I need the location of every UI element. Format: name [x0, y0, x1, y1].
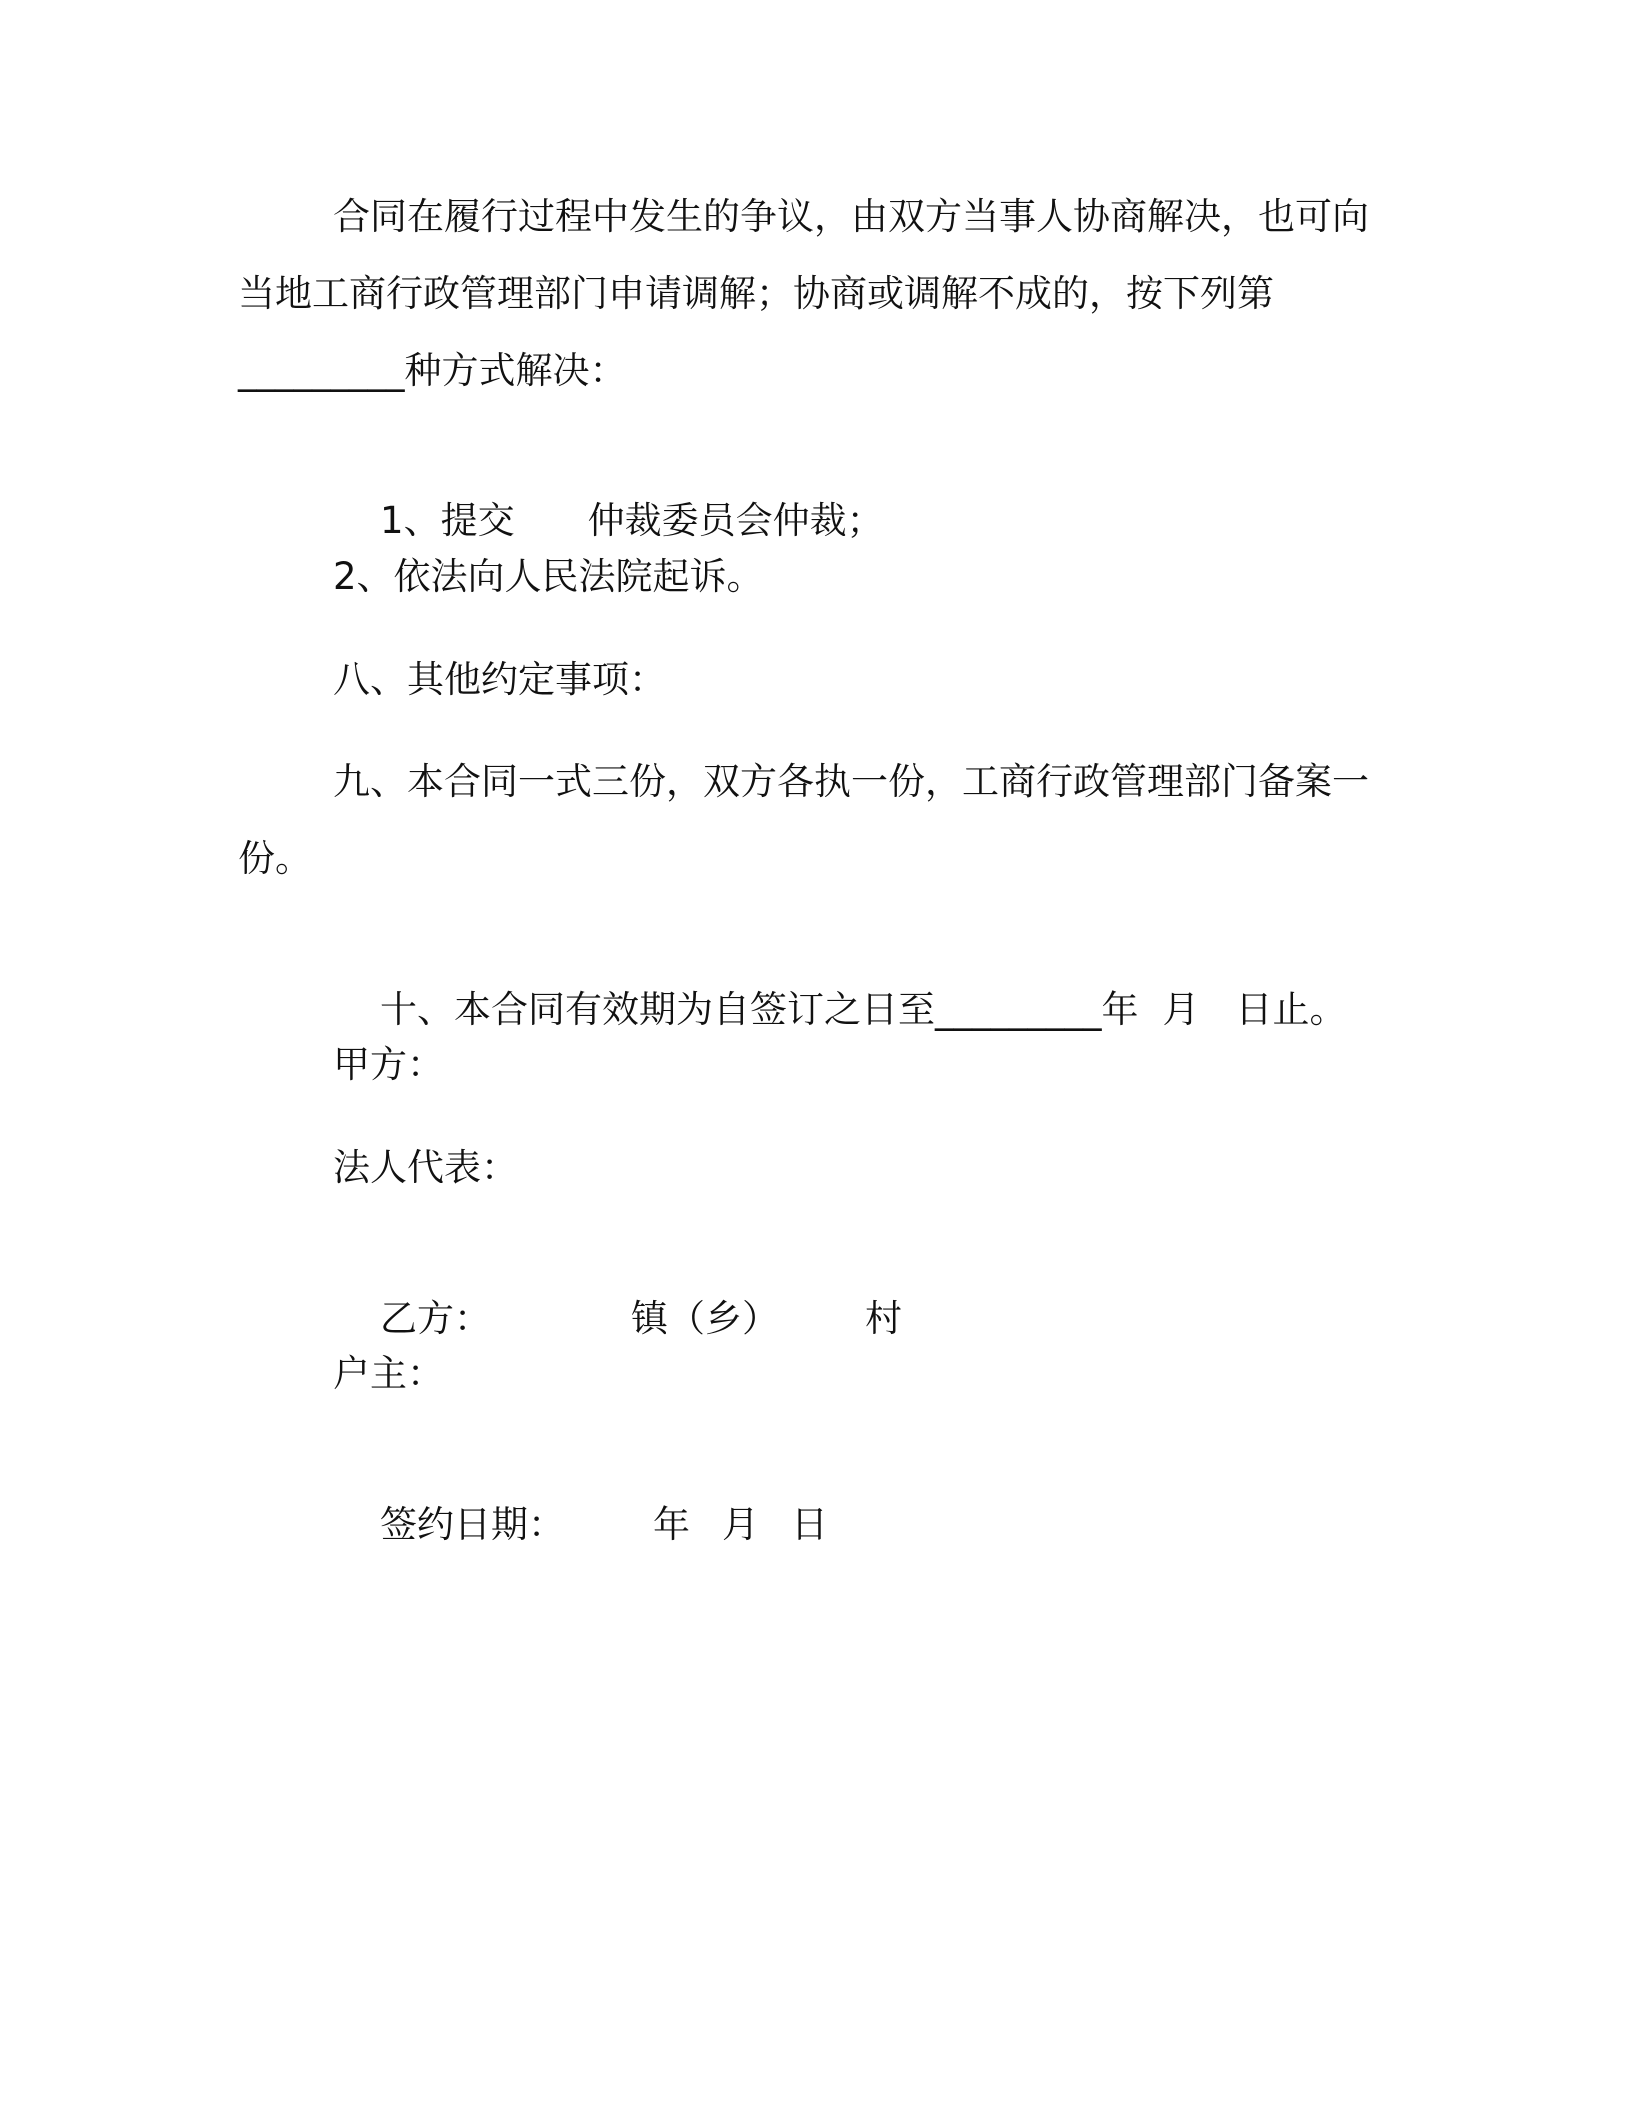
option-2-line: 2、依法向人民法院起诉。	[333, 555, 764, 598]
dispute-line-2: 当地工商行政管理部门申请调解；协商或调解不成的，按下列第	[238, 272, 1274, 315]
option-1-prefix: 1、提交	[380, 499, 515, 542]
item-10-month: 月	[1162, 988, 1200, 1031]
legal-rep-label: 法人代表：	[333, 1146, 518, 1189]
party-b-village: 村	[865, 1297, 903, 1340]
dispute-line-3: _________种方式解决：	[238, 349, 627, 392]
sign-date-label: 签约日期：	[380, 1503, 566, 1546]
dispute-line-1: 合同在履行过程中发生的争议，由双方当事人协商解决，也可向	[333, 195, 1369, 238]
item-8-line: 八、其他约定事项：	[333, 658, 666, 701]
party-b-label: 乙方：	[380, 1297, 492, 1340]
item-9-line-2: 份。	[238, 837, 312, 880]
item-10-day-end: 日止。	[1235, 988, 1347, 1031]
option-1-suffix: 仲裁委员会仲裁；	[587, 499, 884, 542]
householder-label: 户主：	[333, 1352, 444, 1395]
sign-date-line	[333, 1453, 828, 1597]
sign-date-day: 日	[791, 1503, 829, 1546]
party-b-town: 镇（乡）	[631, 1297, 780, 1340]
item-10-line	[333, 938, 1347, 1082]
sign-date-month: 月	[722, 1503, 760, 1546]
party-a-label: 甲方：	[333, 1043, 444, 1086]
sign-date-year: 年	[653, 1503, 691, 1546]
item-10-prefix: 十、本合同有效期为自签订之日至_________年	[380, 988, 1139, 1031]
item-9-line-1: 九、本合同一式三份，双方各执一份，工商行政管理部门备案一	[333, 760, 1369, 803]
